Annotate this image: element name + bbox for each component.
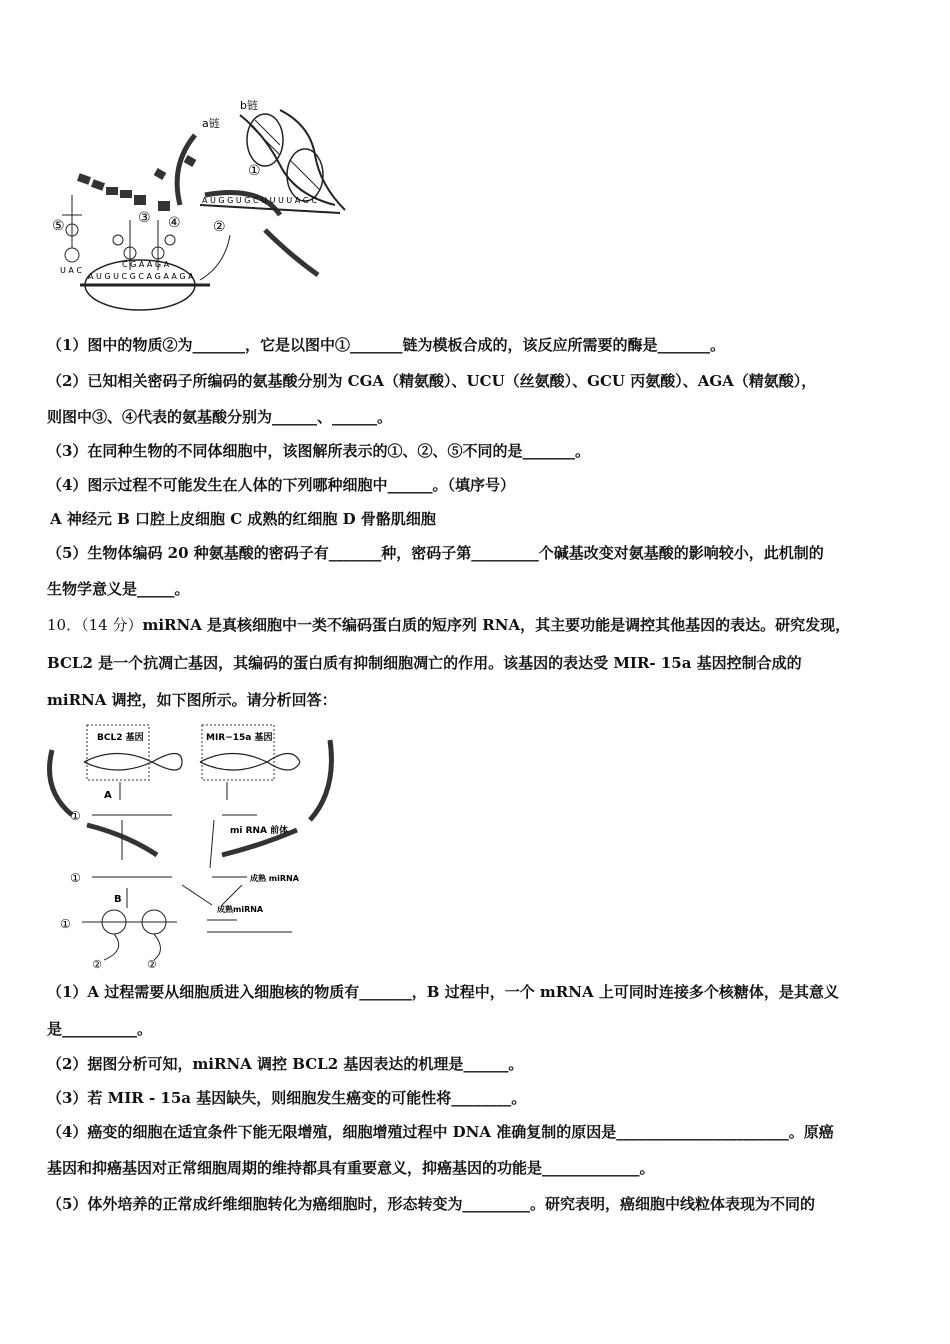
q10-intro-text: miRNA 是真核细胞中一类不编码蛋白质的短序列 RNA，其主要功能是调控其他基因的表达。研究发现，: [142, 616, 851, 634]
marker-2: ②: [213, 219, 226, 235]
marker-2-b: ②: [147, 958, 157, 970]
figure-mirna-regulation: [42, 720, 342, 970]
mir-gene-label: MIR−15a 基因: [206, 733, 273, 743]
pre-mirna-label: mi RNA 前体: [230, 826, 289, 836]
q10-part2: （2）据图分析可知，miRNA 调控 BCL2 基因表达的机理是______。: [47, 1055, 524, 1073]
q10-intro-b: BCL2 是一个抗凋亡基因，其编码的蛋白质有抑制细胞凋亡的作用。该基因的表达受 MIR- 15a 基因控制合成的: [47, 654, 802, 672]
label-A: A: [104, 790, 112, 801]
mature-mirna-label: 成熟 miRNA: [250, 874, 299, 883]
q10-part3: （3）若 MIR - 15a 基因缺失，则细胞发生癌变的可能性将________。: [47, 1089, 527, 1107]
q10-intro-c: miRNA 调控，如下图所示。请分析回答：: [47, 691, 337, 709]
q10-number: 10．: [47, 616, 82, 634]
q9-part5b: 生物学意义是_____。: [47, 580, 190, 598]
marker-1-b: ①: [70, 871, 81, 885]
q9-part2b: 则图中③、④代表的氨基酸分别为______、______。: [47, 408, 393, 426]
label-a-chain: a链: [202, 117, 220, 130]
marker-4: ④: [168, 215, 181, 231]
nuclear-membrane: [50, 750, 73, 815]
label-b-chain: b链: [240, 99, 258, 112]
figure-transcription-translation: [50, 95, 350, 320]
q9-part4-options: A 神经元 B 口腔上皮细胞 C 成熟的红细胞 D 骨骼肌细胞: [50, 510, 436, 528]
q10-intro-a: [47, 614, 907, 636]
q9-part1: （1）图中的物质②为_______，它是以图中①_______链为模板合成的，该反应所需要的酶是_______。: [47, 336, 725, 354]
marker-3: ③: [138, 210, 151, 226]
mrna-seq-top: A U G G U G C U U U U A G C: [202, 196, 318, 205]
q9-part3: （3）在同种生物的不同体细胞中，该图解所表示的①、②、⑤不同的是_______。: [47, 442, 590, 460]
trna-codes: C G A A G A: [122, 260, 170, 269]
marker-1: ①: [248, 163, 261, 179]
mrna-seq-bottom: A U G U C G C A G A A G A: [88, 272, 194, 281]
q10-part4a: （4）癌变的细胞在适宜条件下能无限增殖，细胞增殖过程中 DNA 准确复制的原因是_______________________。原癌: [47, 1123, 834, 1141]
anticodon-5: U A C: [60, 266, 82, 275]
q10-score: （14 分）: [81, 616, 143, 634]
q10-part4b: 基因和抑癌基因对正常细胞周期的维持都具有重要意义，抑癌基因的功能是_____________。: [47, 1159, 655, 1177]
q9-part5a: （5）生物体编码 20 种氨基酸的密码子有_______种，密码子第_________个碱基改变对氨基酸的影响较小，此机制的: [47, 544, 824, 562]
peptide-chain: [104, 934, 119, 960]
label-B: B: [114, 894, 122, 905]
q10-part5: （5）体外培养的正常成纤维细胞转化为癌细胞时，形态转变为_________。研究表明，癌细胞中线粒体表现为不同的: [47, 1195, 815, 1213]
marker-5: ⑤: [52, 218, 65, 234]
nuclear-membrane: [265, 230, 318, 275]
marker-2-a: ②: [92, 958, 102, 970]
marker-1-a: ①: [70, 809, 81, 823]
mature-mirna-label-2: 成熟miRNA: [217, 905, 264, 914]
trna-5: [62, 195, 82, 262]
q9-part2a: （2）已知相关密码子所编码的氨基酸分别为 CGA（精氨酸）、UCU（丝氨酸）、GCU 丙氨酸）、AGA（精氨酸），: [47, 372, 817, 390]
marker-1-c: ①: [60, 917, 71, 931]
q9-part4: （4）图示过程不可能发生在人体的下列哪种细胞中______。（填序号）: [47, 476, 515, 494]
nuclear-membrane: [177, 135, 195, 205]
bcl2-gene-label: BCL2 基因: [97, 733, 144, 743]
q10-part1b: 是__________。: [47, 1020, 153, 1038]
q10-part1a: （1）A 过程需要从细胞质进入细胞核的物质有_______，B 过程中，一个 mRNA 上可同时连接多个核糖体，是其意义: [47, 983, 839, 1001]
